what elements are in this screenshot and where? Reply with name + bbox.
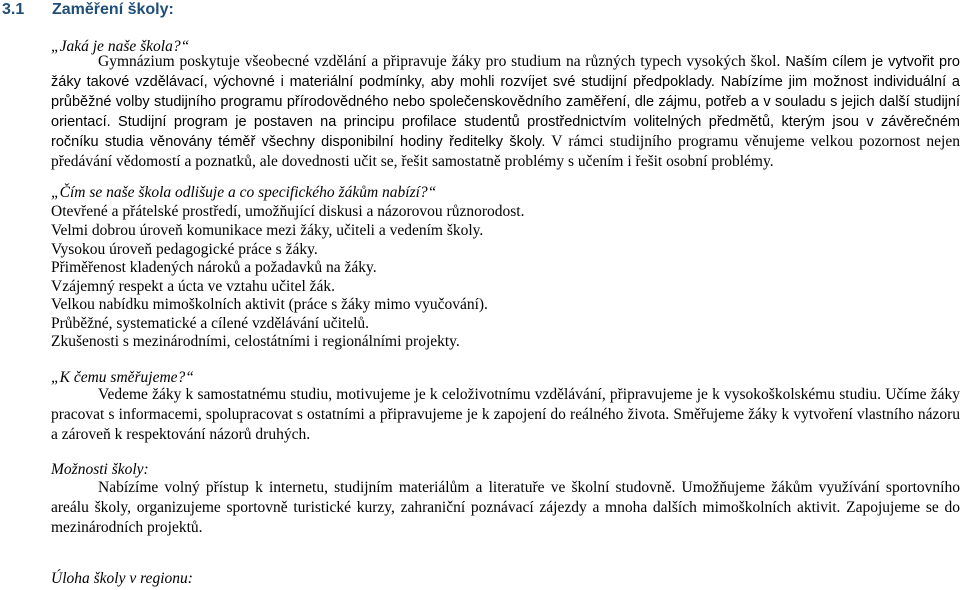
question-3-paragraph [51, 385, 960, 445]
question-1-heading: „Jaká je naše škola?“ [51, 38, 190, 55]
list-item: Otevřené a přátelské prostředí, umožňující diskusi a názorovou různorodost. [51, 203, 525, 220]
list-item: Vysokou úroveň pedagogické práce s žáky. [51, 241, 318, 258]
list-item: Zkušenosti s mezinárodními, celostátními i regionálními projekty. [51, 333, 460, 350]
list-item: Velmi dobrou úroveň komunikace mezi žáky, učiteli a vedením školy. [51, 222, 484, 239]
paragraph-1-middle: Naším cílem je vytvořit pro žáky takové vzdělávací, výchovné i materiální podmínky, aby mohli rozvíjet své studijní předpoklady. Nabízíme jim možnost individuální a průběžné volby studijního programu přírodovědného nebo společenskovědního zaměření, dle zájmu, potřeb a v souladu s jejich další studijní orientací. Studijní program je postaven na principu profilace studentů prostřednictvím volitelných předmětů, kterým jsou v závěrečném ročníku studia věnovány téměř všechny disponibilní hodiny ředitelky školy. [51, 54, 960, 150]
question-4-paragraph [51, 478, 960, 538]
section-title: Zaměření školy: [52, 1, 174, 18]
list-item: Průběžné, systematické a cílené vzdělávání učitelů. [51, 315, 370, 332]
question-1-paragraph [51, 52, 960, 172]
question-3-heading: „K čemu směřujeme?“ [51, 369, 194, 386]
list-item: Vzájemný respekt a úcta ve vztahu učitel žák. [51, 278, 336, 295]
question-2-heading: „Čím se naše škola odlišuje a co specifického žákům nabízí?“ [51, 184, 437, 201]
question-4-heading: Možnosti školy: [51, 461, 149, 478]
question-4-text: Nabízíme volný přístup k internetu, studijním materiálům a literatuře ve školní studovně. Umožňujeme žákům využívání sportovního areálu školy, organizujeme sportovně turistické kurzy, zahraniční poznávací zájezdy a mnoha dalších mimoškolních aktivit. Zapojujeme se do mezinárodních projektů. [51, 479, 960, 536]
list-item: Přiměřenost kladených nároků a požadavků na žáky. [51, 259, 377, 276]
section-heading [0, 0, 960, 22]
paragraph-1-start: Gymnázium poskytuje všeobecné vzdělání a připravuje žáky pro studium na různých typech vysokých škol. [98, 53, 781, 70]
section-number: 3.1 [2, 1, 25, 18]
paragraph-1-end: V rámci studijního programu věnujeme velkou pozornost nejen předávání vědomostí a poznatků, ale dovednosti učit se, řešit samostatně problémy s učením i řešit osobní problémy. [51, 133, 960, 170]
question-3-text: Vedeme žáky k samostatnému studiu, motivujeme je k celoživotnímu vzdělávání, připravujeme je k vysokoškolskému studiu. Učíme žáky pracovat s informacemi, spolupracovat s ostatními a připravujeme je k zapojení do reálného života. Směřujeme žáky k vytvoření vlastního názoru a zároveň k respektování názorů druhých. [51, 386, 960, 443]
list-item: Velkou nabídku mimoškolních aktivit (práce s žáky mimo vyučování). [51, 296, 488, 313]
question-5-heading: Úloha školy v regionu: [51, 570, 193, 587]
